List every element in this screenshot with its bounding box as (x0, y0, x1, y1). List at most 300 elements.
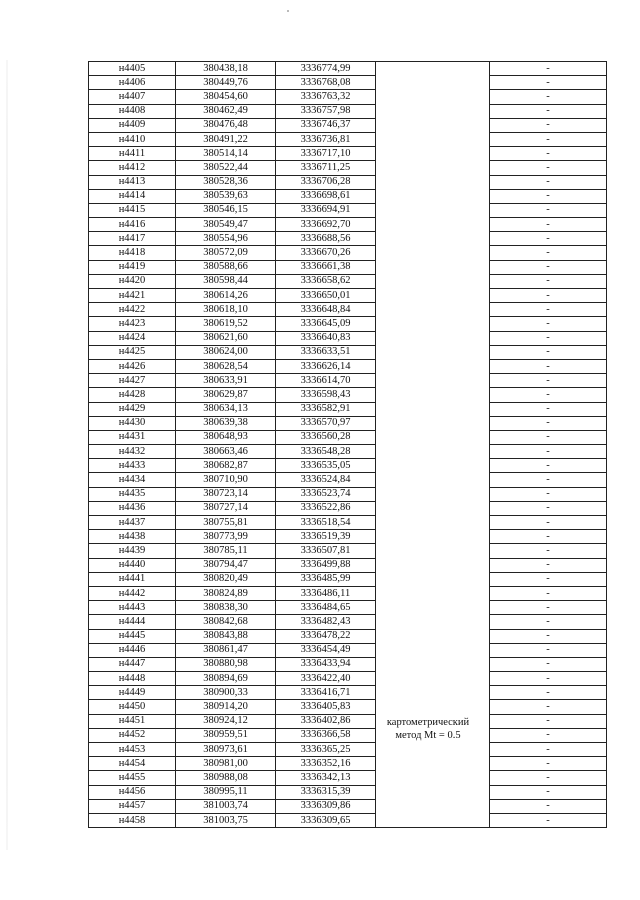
y-coordinate-cell: 3336342,13 (276, 771, 376, 785)
table-row (89, 175, 607, 189)
method-cell (376, 388, 490, 402)
table-row (89, 331, 607, 345)
point-id-cell: н4454 (89, 757, 176, 771)
accuracy-cell: - (490, 232, 607, 246)
accuracy-cell: - (490, 530, 607, 544)
accuracy-cell: - (490, 771, 607, 785)
method-cell (376, 572, 490, 586)
x-coordinate-cell: 380723,14 (176, 487, 276, 501)
accuracy-cell: - (490, 331, 607, 345)
table-row (89, 714, 607, 728)
accuracy-cell: - (490, 516, 607, 530)
x-coordinate-cell: 380572,09 (176, 246, 276, 260)
table-row (89, 303, 607, 317)
accuracy-cell: - (490, 572, 607, 586)
method-cell (376, 416, 490, 430)
method-cell (376, 118, 490, 132)
table-row (89, 572, 607, 586)
point-id-cell: н4427 (89, 374, 176, 388)
point-id-cell: н4436 (89, 501, 176, 515)
method-cell (376, 586, 490, 600)
point-id-cell: н4419 (89, 260, 176, 274)
x-coordinate-cell: 380476,48 (176, 118, 276, 132)
y-coordinate-cell: 3336645,09 (276, 317, 376, 331)
accuracy-cell: - (490, 473, 607, 487)
x-coordinate-cell: 380710,90 (176, 473, 276, 487)
y-coordinate-cell: 3336661,38 (276, 260, 376, 274)
method-cell (376, 62, 490, 76)
accuracy-cell: - (490, 601, 607, 615)
y-coordinate-cell: 3336633,51 (276, 345, 376, 359)
method-cell (376, 430, 490, 444)
accuracy-cell: - (490, 289, 607, 303)
y-coordinate-cell: 3336518,54 (276, 516, 376, 530)
accuracy-cell: - (490, 147, 607, 161)
accuracy-cell: - (490, 203, 607, 217)
x-coordinate-cell: 380454,60 (176, 90, 276, 104)
x-coordinate-cell: 380794,47 (176, 558, 276, 572)
x-coordinate-cell: 380546,15 (176, 203, 276, 217)
table-row (89, 487, 607, 501)
table-row (89, 813, 607, 827)
table-row (89, 289, 607, 303)
table-row (89, 771, 607, 785)
y-coordinate-cell: 3336365,25 (276, 743, 376, 757)
table-row (89, 118, 607, 132)
method-cell (376, 303, 490, 317)
table-row (89, 388, 607, 402)
point-id-cell: н4457 (89, 799, 176, 813)
x-coordinate-cell: 380838,30 (176, 601, 276, 615)
y-coordinate-cell: 3336648,84 (276, 303, 376, 317)
point-id-cell: н4412 (89, 161, 176, 175)
method-cell (376, 785, 490, 799)
x-coordinate-cell: 380549,47 (176, 218, 276, 232)
x-coordinate-cell: 380619,52 (176, 317, 276, 331)
point-id-cell: н4424 (89, 331, 176, 345)
method-cell (376, 274, 490, 288)
x-coordinate-cell: 380843,88 (176, 629, 276, 643)
x-coordinate-cell: 380621,60 (176, 331, 276, 345)
accuracy-cell: - (490, 487, 607, 501)
x-coordinate-cell: 380924,12 (176, 714, 276, 728)
x-coordinate-cell: 380639,38 (176, 416, 276, 430)
accuracy-cell: - (490, 90, 607, 104)
point-id-cell: н4456 (89, 785, 176, 799)
point-id-cell: н4417 (89, 232, 176, 246)
y-coordinate-cell: 3336535,05 (276, 459, 376, 473)
point-id-cell: н4445 (89, 629, 176, 643)
method-cell (376, 501, 490, 515)
accuracy-cell: - (490, 629, 607, 643)
point-id-cell: н4435 (89, 487, 176, 501)
accuracy-cell: - (490, 544, 607, 558)
y-coordinate-cell: 3336485,99 (276, 572, 376, 586)
accuracy-cell: - (490, 260, 607, 274)
method-cell (376, 757, 490, 771)
method-cell (376, 487, 490, 501)
accuracy-cell: - (490, 388, 607, 402)
point-id-cell: н4448 (89, 672, 176, 686)
accuracy-cell: - (490, 501, 607, 515)
point-id-cell: н4431 (89, 430, 176, 444)
y-coordinate-cell: 3336688,56 (276, 232, 376, 246)
method-cell (376, 90, 490, 104)
x-coordinate-cell: 380861,47 (176, 643, 276, 657)
method-cell (376, 317, 490, 331)
y-coordinate-cell: 3336422,40 (276, 672, 376, 686)
x-coordinate-cell: 380438,18 (176, 62, 276, 76)
y-coordinate-cell: 3336768,08 (276, 76, 376, 90)
table-row (89, 132, 607, 146)
point-id-cell: н4423 (89, 317, 176, 331)
method-cell (376, 260, 490, 274)
point-id-cell: н4441 (89, 572, 176, 586)
y-coordinate-cell: 3336717,10 (276, 147, 376, 161)
point-id-cell: н4438 (89, 530, 176, 544)
x-coordinate-cell: 380634,13 (176, 402, 276, 416)
x-coordinate-cell: 380624,00 (176, 345, 276, 359)
accuracy-cell: - (490, 345, 607, 359)
point-id-cell: н4452 (89, 728, 176, 742)
method-cell (376, 147, 490, 161)
x-coordinate-cell: 380988,08 (176, 771, 276, 785)
y-coordinate-cell: 3336763,32 (276, 90, 376, 104)
table-row (89, 203, 607, 217)
accuracy-cell: - (490, 189, 607, 203)
table-row (89, 147, 607, 161)
method-cell (376, 459, 490, 473)
table-row (89, 189, 607, 203)
point-id-cell: н4418 (89, 246, 176, 260)
accuracy-cell: - (490, 317, 607, 331)
table-row (89, 601, 607, 615)
table-row (89, 402, 607, 416)
method-cell (376, 686, 490, 700)
y-coordinate-cell: 3336746,37 (276, 118, 376, 132)
table-row (89, 246, 607, 260)
y-coordinate-cell: 3336711,25 (276, 161, 376, 175)
y-coordinate-cell: 3336478,22 (276, 629, 376, 643)
accuracy-cell: - (490, 586, 607, 600)
y-coordinate-cell: 3336774,99 (276, 62, 376, 76)
table-row (89, 700, 607, 714)
point-id-cell: н4416 (89, 218, 176, 232)
y-coordinate-cell: 3336519,39 (276, 530, 376, 544)
y-coordinate-cell: 3336757,98 (276, 104, 376, 118)
accuracy-cell: - (490, 672, 607, 686)
point-id-cell: н4414 (89, 189, 176, 203)
y-coordinate-cell: 3336484,65 (276, 601, 376, 615)
x-coordinate-cell: 380820,49 (176, 572, 276, 586)
method-cell (376, 601, 490, 615)
x-coordinate-cell: 380629,87 (176, 388, 276, 402)
accuracy-cell: - (490, 785, 607, 799)
method-cell (376, 189, 490, 203)
point-id-cell: н4425 (89, 345, 176, 359)
table-row (89, 416, 607, 430)
table-row (89, 544, 607, 558)
table-row (89, 785, 607, 799)
x-coordinate-cell: 380522,44 (176, 161, 276, 175)
point-id-cell: н4428 (89, 388, 176, 402)
y-coordinate-cell: 3336650,01 (276, 289, 376, 303)
y-coordinate-cell: 3336499,88 (276, 558, 376, 572)
y-coordinate-cell: 3336366,58 (276, 728, 376, 742)
method-cell (376, 289, 490, 303)
table-row (89, 516, 607, 530)
method-cell (376, 516, 490, 530)
accuracy-cell: - (490, 657, 607, 671)
x-coordinate-cell: 380682,87 (176, 459, 276, 473)
method-cell (376, 331, 490, 345)
y-coordinate-cell: 3336548,28 (276, 445, 376, 459)
point-id-cell: н4415 (89, 203, 176, 217)
accuracy-cell: - (490, 430, 607, 444)
x-coordinate-cell: 380449,76 (176, 76, 276, 90)
table-row (89, 161, 607, 175)
point-id-cell: н4433 (89, 459, 176, 473)
x-coordinate-cell: 380900,33 (176, 686, 276, 700)
table-row (89, 232, 607, 246)
y-coordinate-cell: 3336614,70 (276, 374, 376, 388)
method-note (378, 716, 478, 742)
y-coordinate-cell: 3336706,28 (276, 175, 376, 189)
x-coordinate-cell: 380514,14 (176, 147, 276, 161)
method-cell (376, 359, 490, 373)
x-coordinate-cell: 380785,11 (176, 544, 276, 558)
accuracy-cell: - (490, 445, 607, 459)
y-coordinate-cell: 3336454,49 (276, 643, 376, 657)
point-id-cell: н4444 (89, 615, 176, 629)
y-coordinate-cell: 3336670,26 (276, 246, 376, 260)
point-id-cell: н4405 (89, 62, 176, 76)
point-id-cell: н4450 (89, 700, 176, 714)
table-row (89, 799, 607, 813)
table-row (89, 686, 607, 700)
accuracy-cell: - (490, 615, 607, 629)
y-coordinate-cell: 3336570,97 (276, 416, 376, 430)
point-id-cell: н4429 (89, 402, 176, 416)
table-row (89, 530, 607, 544)
scan-margin-stamp (6, 60, 8, 850)
coordinates-table (88, 61, 607, 828)
y-coordinate-cell: 3336736,81 (276, 132, 376, 146)
accuracy-cell: - (490, 643, 607, 657)
y-coordinate-cell: 3336309,86 (276, 799, 376, 813)
accuracy-cell: - (490, 416, 607, 430)
method-cell (376, 813, 490, 827)
x-coordinate-cell: 380633,91 (176, 374, 276, 388)
method-cell (376, 544, 490, 558)
y-coordinate-cell: 3336522,86 (276, 501, 376, 515)
x-coordinate-cell: 380973,61 (176, 743, 276, 757)
accuracy-cell: - (490, 743, 607, 757)
x-coordinate-cell: 380995,11 (176, 785, 276, 799)
method-cell (376, 700, 490, 714)
point-id-cell: н4408 (89, 104, 176, 118)
table-row (89, 743, 607, 757)
accuracy-cell: - (490, 104, 607, 118)
x-coordinate-cell: 380491,22 (176, 132, 276, 146)
accuracy-cell: - (490, 686, 607, 700)
accuracy-cell: - (490, 359, 607, 373)
y-coordinate-cell: 3336626,14 (276, 359, 376, 373)
y-coordinate-cell: 3336482,43 (276, 615, 376, 629)
accuracy-cell: - (490, 700, 607, 714)
x-coordinate-cell: 380842,68 (176, 615, 276, 629)
accuracy-cell: - (490, 218, 607, 232)
accuracy-cell: - (490, 303, 607, 317)
table-row (89, 76, 607, 90)
method-cell (376, 161, 490, 175)
y-coordinate-cell: 3336692,70 (276, 218, 376, 232)
method-cell (376, 799, 490, 813)
x-coordinate-cell: 380628,54 (176, 359, 276, 373)
method-cell (376, 175, 490, 189)
x-coordinate-cell: 381003,74 (176, 799, 276, 813)
table-row (89, 643, 607, 657)
x-coordinate-cell: 380462,49 (176, 104, 276, 118)
accuracy-cell: - (490, 246, 607, 260)
x-coordinate-cell: 380894,69 (176, 672, 276, 686)
method-cell (376, 76, 490, 90)
x-coordinate-cell: 380755,81 (176, 516, 276, 530)
point-id-cell: н4430 (89, 416, 176, 430)
accuracy-cell: - (490, 62, 607, 76)
method-cell (376, 218, 490, 232)
method-note-line2: метод Mt = 0.5 (395, 730, 461, 741)
method-cell (376, 345, 490, 359)
accuracy-cell: - (490, 118, 607, 132)
y-coordinate-cell: 3336416,71 (276, 686, 376, 700)
table-row (89, 359, 607, 373)
point-id-cell: н4451 (89, 714, 176, 728)
accuracy-cell: - (490, 728, 607, 742)
x-coordinate-cell: 380648,93 (176, 430, 276, 444)
x-coordinate-cell: 380914,20 (176, 700, 276, 714)
table-row (89, 90, 607, 104)
table-row (89, 104, 607, 118)
accuracy-cell: - (490, 813, 607, 827)
table-row (89, 317, 607, 331)
scan-speck (287, 10, 289, 12)
table-row (89, 629, 607, 643)
accuracy-cell: - (490, 558, 607, 572)
y-coordinate-cell: 3336309,65 (276, 813, 376, 827)
table-row (89, 345, 607, 359)
x-coordinate-cell: 380773,99 (176, 530, 276, 544)
point-id-cell: н4410 (89, 132, 176, 146)
accuracy-cell: - (490, 757, 607, 771)
point-id-cell: н4442 (89, 586, 176, 600)
y-coordinate-cell: 3336524,84 (276, 473, 376, 487)
point-id-cell: н4439 (89, 544, 176, 558)
y-coordinate-cell: 3336352,16 (276, 757, 376, 771)
table-row (89, 218, 607, 232)
point-id-cell: н4413 (89, 175, 176, 189)
x-coordinate-cell: 380539,63 (176, 189, 276, 203)
accuracy-cell: - (490, 459, 607, 473)
x-coordinate-cell: 380554,96 (176, 232, 276, 246)
point-id-cell: н4421 (89, 289, 176, 303)
accuracy-cell: - (490, 175, 607, 189)
table-row (89, 62, 607, 76)
y-coordinate-cell: 3336433,94 (276, 657, 376, 671)
y-coordinate-cell: 3336698,61 (276, 189, 376, 203)
table-row (89, 757, 607, 771)
method-note-line1: картометрический (386, 717, 470, 728)
point-id-cell: н4437 (89, 516, 176, 530)
point-id-cell: н4453 (89, 743, 176, 757)
x-coordinate-cell: 380981,00 (176, 757, 276, 771)
table-row (89, 260, 607, 274)
point-id-cell: н4455 (89, 771, 176, 785)
x-coordinate-cell: 380614,26 (176, 289, 276, 303)
point-id-cell: н4446 (89, 643, 176, 657)
point-id-cell: н4406 (89, 76, 176, 90)
y-coordinate-cell: 3336582,91 (276, 402, 376, 416)
accuracy-cell: - (490, 76, 607, 90)
method-cell (376, 743, 490, 757)
x-coordinate-cell: 380959,51 (176, 728, 276, 742)
accuracy-cell: - (490, 402, 607, 416)
point-id-cell: н4440 (89, 558, 176, 572)
accuracy-cell: - (490, 714, 607, 728)
table-row (89, 274, 607, 288)
method-cell (376, 132, 490, 146)
method-cell (376, 232, 490, 246)
table-row (89, 459, 607, 473)
y-coordinate-cell: 3336640,83 (276, 331, 376, 345)
y-coordinate-cell: 3336507,81 (276, 544, 376, 558)
x-coordinate-cell: 380588,66 (176, 260, 276, 274)
x-coordinate-cell: 380598,44 (176, 274, 276, 288)
point-id-cell: н4420 (89, 274, 176, 288)
method-cell (376, 530, 490, 544)
coordinates-table-body (89, 62, 607, 828)
table-row (89, 728, 607, 742)
x-coordinate-cell: 381003,75 (176, 813, 276, 827)
method-cell (376, 203, 490, 217)
point-id-cell: н4422 (89, 303, 176, 317)
method-cell (376, 672, 490, 686)
method-cell (376, 615, 490, 629)
point-id-cell: н4426 (89, 359, 176, 373)
method-cell (376, 657, 490, 671)
point-id-cell: н4447 (89, 657, 176, 671)
table-row (89, 672, 607, 686)
method-cell (376, 473, 490, 487)
accuracy-cell: - (490, 799, 607, 813)
point-id-cell: н4443 (89, 601, 176, 615)
table-row (89, 558, 607, 572)
method-cell (376, 558, 490, 572)
y-coordinate-cell: 3336402,86 (276, 714, 376, 728)
x-coordinate-cell: 380824,89 (176, 586, 276, 600)
method-cell (376, 374, 490, 388)
method-cell (376, 643, 490, 657)
point-id-cell: н4434 (89, 473, 176, 487)
method-cell (376, 104, 490, 118)
table-row (89, 430, 607, 444)
accuracy-cell: - (490, 132, 607, 146)
x-coordinate-cell: 380727,14 (176, 501, 276, 515)
y-coordinate-cell: 3336658,62 (276, 274, 376, 288)
y-coordinate-cell: 3336405,83 (276, 700, 376, 714)
method-cell (376, 246, 490, 260)
table-row (89, 615, 607, 629)
